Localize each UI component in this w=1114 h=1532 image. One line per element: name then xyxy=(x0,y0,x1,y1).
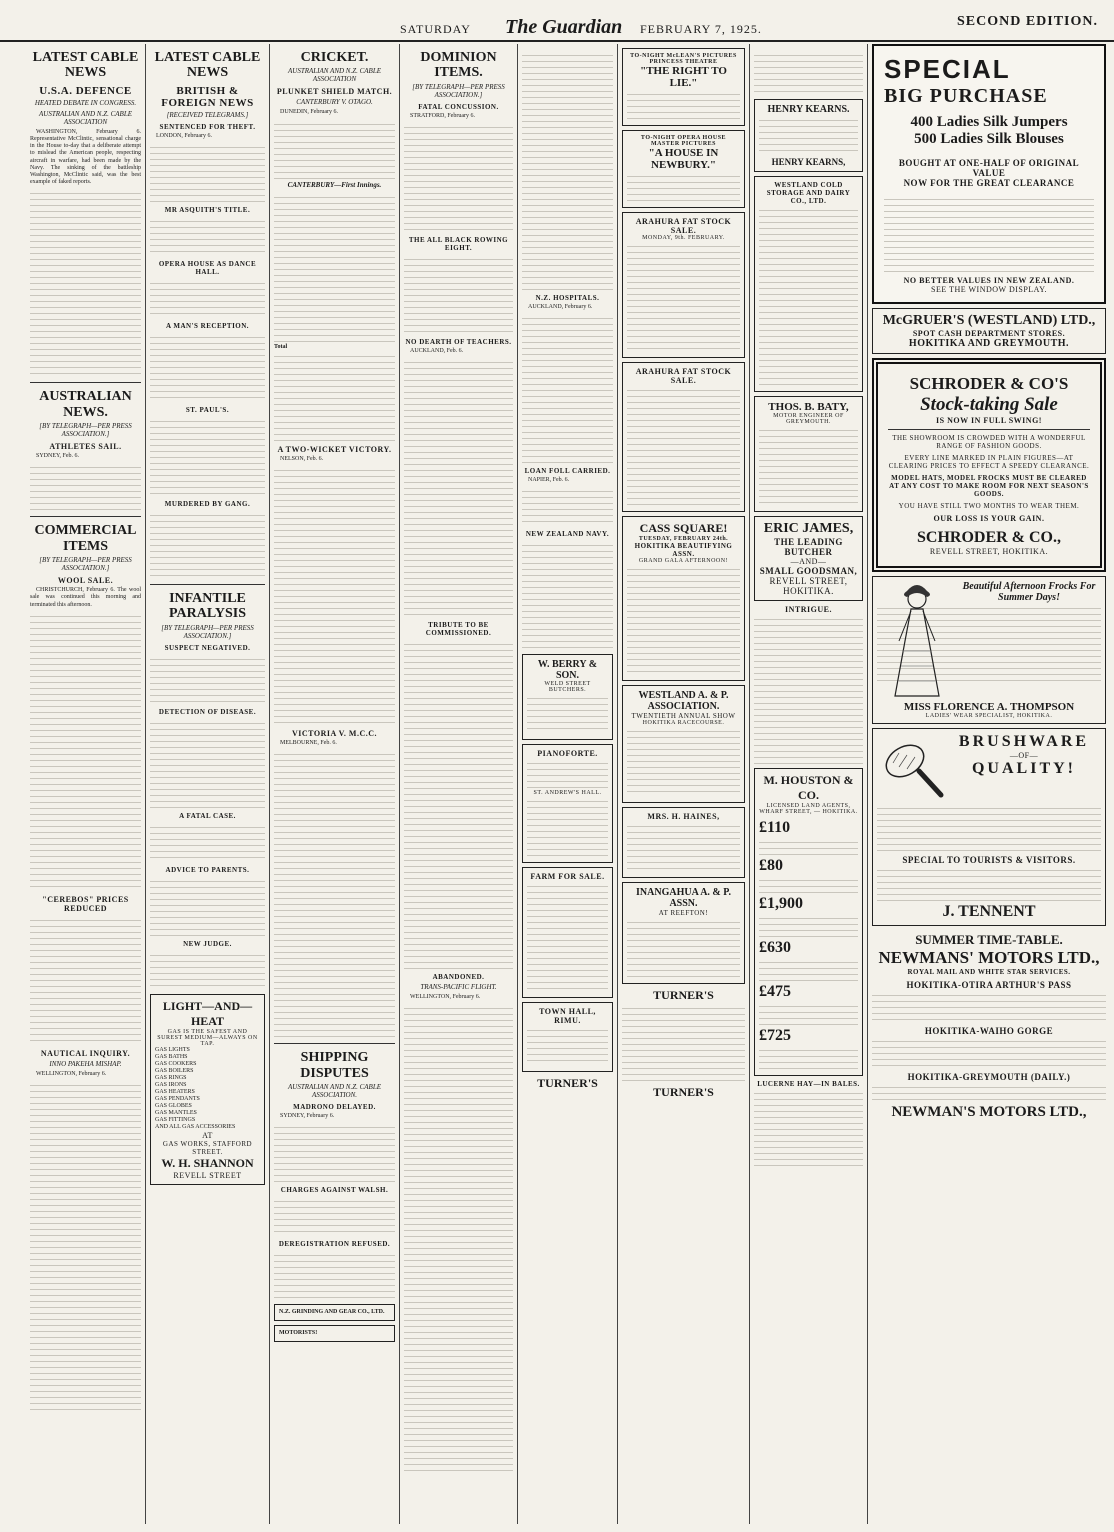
ad-inangahua xyxy=(622,882,745,984)
dateline: LONDON, February 6. xyxy=(156,132,212,139)
article-text-block xyxy=(150,216,265,256)
ad-town-hall xyxy=(522,1002,613,1072)
ad-special-title: SPECIAL xyxy=(884,54,1011,84)
column-7 xyxy=(750,44,868,1524)
subhead-debate: HEATED DEBATE IN CONGRESS. xyxy=(34,98,137,107)
subhead-asquith: MR ASQUITH'S TITLE. xyxy=(164,205,251,214)
timetable-route-waiho: HOKITIKA-WAIHO GORGE xyxy=(924,1026,1054,1036)
article-text-block xyxy=(522,313,613,463)
ad-florence-thompson xyxy=(872,576,1106,724)
ad-big-purchase: BIG PURCHASE xyxy=(884,85,1048,107)
ad-cass-square xyxy=(622,516,745,681)
assoc-line: AUSTRALIAN AND N.Z. CABLE ASSOCIATION xyxy=(38,109,133,126)
ad-item: GAS RINGS xyxy=(155,1074,187,1081)
subhead-murdered: MURDERED BY GANG. xyxy=(164,499,251,508)
article-text-block xyxy=(522,540,613,650)
subhead-nz-navy: NEW ZEALAND NAVY. xyxy=(525,530,610,539)
article-text-block xyxy=(274,1196,395,1236)
subhead-nz-hospitals: N.Z. HOSPITALS. xyxy=(535,294,600,302)
ad-title: Beautiful Afternoon Frocks For Summer Days! xyxy=(962,581,1096,603)
assoc-line: AUSTRALIAN AND N.Z. CABLE ASSOCIATION xyxy=(287,67,382,84)
headline-australian-news: AUSTRALIAN NEWS. xyxy=(39,389,132,420)
article-text-block xyxy=(150,332,265,402)
ad-subtitle: MOTOR ENGINEER OF GREYMOUTH. xyxy=(773,413,844,425)
article-text-block xyxy=(274,1122,395,1182)
article-text-block xyxy=(30,915,141,1045)
subhead-fatal-concussion: FATAL CONCUSSION. xyxy=(418,102,499,111)
ad-title: HENRY KEARNS. xyxy=(767,104,850,115)
dateline: SYDNEY, Feb. 6. xyxy=(36,453,80,460)
subhead-sentenced: SENTENCED FOR THEFT. xyxy=(159,122,256,131)
ad-subtitle: LICENSED LAND AGENTS, xyxy=(766,803,851,809)
article-text-block xyxy=(754,50,863,95)
ad-line-jumpers: 400 Ladies Silk Jumpers xyxy=(910,114,1068,130)
column-2 xyxy=(146,44,270,1524)
article-text-block xyxy=(404,122,513,232)
article-text-block xyxy=(274,1250,395,1300)
scorecard-block xyxy=(274,192,395,342)
ad-stocktaking: Stock-taking Sale xyxy=(920,394,1058,415)
headline-british-foreign: BRITISH & FOREIGN NEWS xyxy=(161,84,254,109)
subhead-inno: INNO PAKEHA MISHAP. xyxy=(49,1059,122,1068)
masthead-day: SATURDAY xyxy=(400,22,471,36)
ad-turners-1: TURNER'S xyxy=(653,988,714,1002)
ad-title: M. HOUSTON & CO. xyxy=(763,773,854,802)
column-4 xyxy=(400,44,518,1524)
ad-intrigue: INTRIGUE. xyxy=(785,605,832,614)
article-text-block xyxy=(522,50,613,290)
article-body: Representative McClintic, sensational charge in the House to-day that a deliberate attempt to mislead the American people, respecting aircraft in warfare, had been made by the Navy. The sinking of the battleship Washington, McClintic said, was the best example of faked reports. xyxy=(30,135,141,186)
ad-text-block xyxy=(527,1025,608,1065)
subhead-reception: A MAN'S RECEPTION. xyxy=(165,321,250,330)
subhead-deregistration: DEREGISTRATION REFUSED. xyxy=(278,1240,391,1249)
masthead xyxy=(0,0,1114,42)
article-text-block xyxy=(150,654,265,704)
ad-m-houston xyxy=(754,768,863,1076)
ad-every-line: EVERY LINE MARKED IN PLAIN FIGURES—AT CLEARING PRICES TO EFFECT A SPEEDY CLEARANCE. xyxy=(888,454,1090,470)
assoc-line: [BY TELEGRAPH—PER PRESS ASSOCIATION.] xyxy=(39,556,132,573)
masthead-date: FEBRUARY 7, 1925. xyxy=(640,22,762,36)
ad-film-title: "THE RIGHT TO LIE." xyxy=(640,65,727,89)
ad-street: REVELL STREET, HOKITIKA. xyxy=(769,576,848,596)
ad-title: SCHRODER & CO'S xyxy=(909,374,1069,393)
lady-figure-icon xyxy=(877,581,957,701)
ad-motorists: MOTORISTS! xyxy=(274,1325,395,1342)
ad-title: McGRUER'S (WESTLAND) LTD., xyxy=(882,313,1096,328)
ad-towns: HOKITIKA AND GREYMOUTH. xyxy=(908,338,1070,349)
ad-title: ARAHURA FAT STOCK SALE. xyxy=(635,217,732,235)
ad-mrs-haines xyxy=(622,807,745,878)
ad-film-title: "A HOUSE IN NEWBURY." xyxy=(648,147,719,171)
column-6 xyxy=(618,44,750,1524)
ad-subtitle: WELD STREET BUTCHERS. xyxy=(544,681,591,694)
ad-venue: AT REEFTON! xyxy=(658,909,709,917)
ad-price: £1,900 xyxy=(759,895,803,912)
dateline: WELLINGTON, February 6. xyxy=(36,1070,107,1077)
assoc-line: AUSTRALIAN AND N.Z. CABLE ASSOCIATION. xyxy=(287,1082,382,1099)
column-1 xyxy=(26,44,146,1524)
ad-title: BRUSHWARE xyxy=(958,733,1090,750)
timetable-company-2: NEWMAN'S MOTORS LTD., xyxy=(891,1104,1087,1120)
subhead-new-judge: NEW JUDGE. xyxy=(183,939,232,948)
article-text-block xyxy=(404,639,513,969)
ad-nz-grinding: N.Z. GRINDING AND GEAR CO., LTD. xyxy=(274,1304,395,1321)
subhead-wool-sale: WOOL SALE. xyxy=(57,576,114,586)
ad-text-block xyxy=(627,917,740,977)
ad-turners: TURNER'S xyxy=(537,1076,598,1091)
article-text-block xyxy=(274,351,395,441)
ad-bought: BOUGHT AT ONE-HALF OF ORIGINAL VALUE xyxy=(898,158,1080,178)
dateline: WELLINGTON, February 6. xyxy=(410,994,481,1001)
dateline: NAPIER, Feb. 6. xyxy=(528,477,570,484)
ad-text-block xyxy=(627,564,740,674)
ad-venue: HOKITIKA RACECOURSE. xyxy=(642,720,725,726)
ad-item: AND ALL GAS ACCESSORIES xyxy=(155,1123,236,1130)
dateline: SYDNEY, February 6. xyxy=(280,1112,335,1119)
ad-mcleans-pictures xyxy=(622,48,745,126)
ad-of: —OF— xyxy=(1009,751,1039,760)
ad-text-block xyxy=(627,241,740,351)
ad-opera-house xyxy=(622,130,745,208)
ad-title: THOS. B. BATY, xyxy=(768,401,849,413)
ad-eric-james xyxy=(754,516,863,601)
ad-price: £630 xyxy=(759,939,791,956)
ad-title: ARAHURA FAT STOCK SALE. xyxy=(635,367,732,385)
masthead-paper-title: The Guardian xyxy=(505,16,623,38)
ad-text-block xyxy=(754,614,863,764)
ad-title: W. BERRY & SON. xyxy=(537,659,598,682)
subhead-nautical: NAUTICAL INQUIRY. xyxy=(40,1048,131,1058)
article-text-block xyxy=(150,510,265,580)
subhead-athletes: ATHLETES SAIL. xyxy=(49,442,122,452)
article-body: The wool sale was continued this morning and terminated this afternoon. xyxy=(30,587,141,608)
subhead-madrono: MADRONO DELAYED. xyxy=(293,1102,376,1111)
dateline: STRATFORD, February 6. xyxy=(410,112,476,119)
ad-gas-works: GAS WORKS, STAFFORD STREET. xyxy=(162,1139,253,1156)
ad-turners-2: TURNER'S xyxy=(653,1085,714,1099)
ad-item: GAS BATHS xyxy=(155,1053,188,1060)
ad-title: LIGHT—AND—HEAT xyxy=(162,998,253,1028)
article-text-block xyxy=(150,950,265,990)
subhead-victoria-mcc: VICTORIA V. M.C.C. xyxy=(291,729,377,738)
ad-subtitle-2: SMALL GOODSMAN, xyxy=(759,566,858,576)
ad-show: TWENTIETH ANNUAL SHOW xyxy=(631,712,736,720)
dateline: AUCKLAND, Feb. 6. xyxy=(410,347,464,354)
ad-gas-light-heat xyxy=(150,994,265,1185)
ad-model: MODEL HATS, MODEL FROCKS MUST BE CLEARED AT ANY COST TO MAKE ROOM FOR NEXT SEASON'S GOODS. xyxy=(889,474,1089,498)
ad-association: HOKITIKA BEAUTIFYING ASSN. xyxy=(634,542,733,558)
assoc-line: [BY TELEGRAPH—PER PRESS ASSOCIATION.] xyxy=(412,82,505,99)
subhead-opera-house: OPERA HOUSE AS DANCE HALL. xyxy=(158,259,257,276)
masthead-edition: SECOND EDITION. xyxy=(956,14,1098,29)
timetable-services: ROYAL MAIL AND WHITE STAR SERVICES. xyxy=(907,968,1071,976)
ad-subtitle: GAS IS THE SAFEST AND SUREST MEDIUM—ALWAYS ON TAP. xyxy=(157,1028,258,1047)
ad-thos-baty xyxy=(754,396,863,512)
column-3 xyxy=(270,44,400,1524)
ad-text-block xyxy=(627,726,740,796)
article-text-block xyxy=(404,254,513,334)
hairbrush-icon xyxy=(877,733,947,803)
ad-westland-ap xyxy=(622,685,745,803)
scorecard-total: Total xyxy=(274,343,288,350)
subhead-tribute: TRIBUTE TO BE COMMISSIONED. xyxy=(425,621,492,638)
ad-advertiser-name: W. H. SHANNON xyxy=(161,1155,254,1170)
ad-date: MONDAY, 9th. FEBRUARY. xyxy=(642,235,725,241)
article-text-block xyxy=(30,1080,141,1410)
ad-price: £110 xyxy=(759,819,791,836)
ad-arahura-sale xyxy=(622,212,745,358)
timetable-route-otira: HOKITIKA-OTIRA ARTHUR'S PASS xyxy=(906,980,1072,990)
ad-text-block xyxy=(527,796,608,856)
ad-event: GRAND GALA AFTERNOON! xyxy=(638,558,729,564)
ad-text-block xyxy=(759,957,858,981)
ad-item: GAS MANTLES xyxy=(155,1109,197,1116)
ad-farm-for-sale xyxy=(522,867,613,998)
ad-text-block xyxy=(527,758,608,788)
timetable-title: SUMMER TIME-TABLE. xyxy=(915,932,1063,947)
ad-w-berry xyxy=(522,654,613,740)
ad-text-block xyxy=(884,194,1094,274)
subhead-fatal-case: A FATAL CASE. xyxy=(179,811,236,820)
dateline: WASHINGTON, February 6. xyxy=(36,128,141,135)
ad-text-block xyxy=(877,803,1101,853)
ad-loss: OUR LOSS IS YOUR GAIN. xyxy=(933,514,1045,523)
ad-text-block xyxy=(527,693,608,733)
assoc-line: [BY TELEGRAPH—PER PRESS ASSOCIATION.] xyxy=(161,623,254,640)
ad-text-block xyxy=(527,881,608,991)
ad-title-2: HENRY KEARNS, xyxy=(771,157,846,167)
ad-text-block xyxy=(759,1045,858,1069)
ad-text-block xyxy=(627,171,740,201)
subhead-st-pauls: ST. PAUL'S. xyxy=(185,405,230,414)
ad-venue: ST. ANDREW'S HALL. xyxy=(533,790,602,797)
ad-title: ERIC JAMES, xyxy=(763,521,854,536)
ad-text-block xyxy=(627,89,740,119)
ad-title: TO-NIGHT McLEAN'S PICTURES PRINCESS THEATRE xyxy=(630,53,737,65)
assoc-line: [BY TELEGRAPH—PER PRESS ASSOCIATION.] xyxy=(39,422,132,439)
ad-schroder-name: SCHRODER & CO., xyxy=(916,529,1061,546)
ad-tourists: SPECIAL TO TOURISTS & VISITORS. xyxy=(902,855,1076,865)
ad-title: MRS. H. HAINES, xyxy=(647,812,720,821)
article-text-block xyxy=(404,1003,513,1473)
ad-item: GAS HEATERS xyxy=(155,1088,195,1095)
dateline: NELSON, Feb. 6. xyxy=(280,455,324,462)
ad-months: YOU HAVE STILL TWO MONTHS TO WEAR THEM. xyxy=(898,502,1080,510)
timetable-text-block xyxy=(872,1082,1106,1102)
ad-item: GAS GLOBES xyxy=(155,1102,192,1109)
ad-line-blouses: 500 Ladies Silk Blouses xyxy=(914,131,1064,147)
ad-westland-cold-storage xyxy=(754,176,863,392)
ad-title: INANGAHUA A. & P. ASSN. xyxy=(636,887,731,909)
ad-street: WHARF STREET, — HOKITIKA. xyxy=(759,809,858,815)
ad-item-list xyxy=(155,1047,260,1131)
subhead-two-wicket: A TWO-WICKET VICTORY. xyxy=(277,444,392,454)
timetable-text-block xyxy=(872,1036,1106,1070)
subhead-match: CANTERBURY V. OTAGO. xyxy=(296,98,373,107)
subhead-plunket: PLUNKET SHIELD MATCH. xyxy=(276,87,393,97)
ad-text-block xyxy=(759,1001,858,1025)
ad-item: GAS IRONS xyxy=(155,1081,187,1088)
article-text-block xyxy=(30,611,141,891)
column-5 xyxy=(518,44,618,1524)
article-text-block xyxy=(150,822,265,862)
ad-arahura-sale-2 xyxy=(622,362,745,512)
subhead-teachers: NO DEARTH OF TEACHERS. xyxy=(405,337,512,346)
ad-text-block xyxy=(627,821,740,871)
ad-text-block xyxy=(759,425,858,505)
headline-latest-cable: LATEST CABLE NEWS xyxy=(32,50,139,81)
ad-lucerne: LUCERNE HAY—IN BALES. xyxy=(757,1080,860,1088)
dateline: DUNEDIN, February 6. xyxy=(280,109,338,116)
ad-henry-kearns xyxy=(754,99,863,172)
ad-subtitle: SPOT CASH DEPARTMENT STORES. xyxy=(912,329,1066,338)
ad-price: £475 xyxy=(759,983,791,1000)
ad-title: WESTLAND A. & P. ASSOCIATION. xyxy=(638,690,729,712)
subhead-charges: CHARGES AGAINST WALSH. xyxy=(280,1186,389,1195)
subhead-suspect: SUSPECT NEGATIVED. xyxy=(164,643,251,652)
subhead-innings: CANTERBURY—First Innings. xyxy=(287,180,382,189)
article-usa-defence xyxy=(30,129,141,379)
ad-swing: IS NOW IN FULL SWING! xyxy=(936,416,1042,425)
article-text-block xyxy=(522,486,613,526)
ad-subtitle: THE LEADING BUTCHER xyxy=(774,537,843,557)
ad-quality: QUALITY! xyxy=(971,760,1076,777)
timetable-text-block xyxy=(872,990,1106,1024)
assoc-line: [RECEIVED TELEGRAMS.] xyxy=(166,110,249,119)
brush-illustration-icon xyxy=(877,733,947,803)
ad-text-block xyxy=(877,865,1101,901)
subhead-loan: LOAN FOLL CARRIED. xyxy=(524,467,611,476)
ad-brushware xyxy=(872,728,1106,926)
ad-title: FARM FOR SALE. xyxy=(530,872,605,882)
ad-item: GAS FITTINGS xyxy=(155,1116,196,1123)
article-text-block xyxy=(404,357,513,617)
headline-cricket: CRICKET. xyxy=(300,50,369,65)
ad-text-block xyxy=(754,1088,863,1168)
timetable-company: NEWMANS' MOTORS LTD., xyxy=(878,948,1100,967)
dateline: CHRISTCHURCH, February 6. xyxy=(36,587,115,594)
ad-window: SEE THE WINDOW DISPLAY. xyxy=(931,285,1047,294)
ad-subtitle: LADIES' WEAR SPECIALIST, HOKITIKA. xyxy=(925,713,1053,719)
ad-and: —AND— xyxy=(790,557,827,566)
illustration-lady-icon xyxy=(877,581,957,701)
timetable-route-greymouth: HOKITIKA-GREYMOUTH (DAILY.) xyxy=(907,1072,1071,1082)
ad-special-purchase xyxy=(872,44,1106,304)
ad-pianoforte xyxy=(522,744,613,863)
ad-text-block xyxy=(759,913,858,937)
article-text-block xyxy=(150,416,265,496)
ad-tennent: J. TENNENT xyxy=(942,903,1036,920)
ad-date: TUESDAY, FEBRUARY 24th. xyxy=(638,536,729,542)
ad-item: GAS COOKERS xyxy=(155,1060,197,1067)
ad-item: GAS BOILERS xyxy=(155,1067,194,1074)
headline-shipping-disputes: SHIPPING DISPUTES xyxy=(300,1050,369,1081)
ad-street: REVELL STREET, HOKITIKA. xyxy=(929,547,1049,556)
headline-infantile-paralysis: INFANTILE PARALYSIS xyxy=(168,590,247,622)
dateline: AUCKLAND, February 6. xyxy=(528,304,593,310)
subhead-cerebos: "CEREBOS" PRICES REDUCED xyxy=(42,894,129,913)
headline-dominion-items: DOMINION ITEMS. xyxy=(420,50,497,81)
ad-text-block xyxy=(759,205,858,385)
subhead-abandoned: ABANDONED. xyxy=(432,973,485,982)
article-text-block xyxy=(274,119,395,179)
article-text-block xyxy=(274,749,395,1039)
headline-latest-cable-2: LATEST CABLE NEWS xyxy=(154,50,261,81)
ad-name: MISS FLORENCE A. THOMPSON xyxy=(903,701,1075,713)
ad-text-block xyxy=(627,385,740,505)
column-8 xyxy=(868,44,1110,1524)
ad-schroder-stocktaking xyxy=(872,358,1106,572)
subhead-trans-pacific: TRANS-PACIFIC FLIGHT. xyxy=(420,983,497,992)
ad-better: NO BETTER VALUES IN NEW ZEALAND. xyxy=(903,276,1075,285)
ad-price: £725 xyxy=(759,1027,791,1044)
ad-advertiser-street: REVELL STREET xyxy=(173,1170,242,1180)
article-text-block xyxy=(30,462,141,512)
headline-commercial-items: COMMERCIAL ITEMS xyxy=(34,523,137,554)
ad-title: CASS SQUARE! xyxy=(639,521,728,535)
ad-price: £80 xyxy=(759,857,783,874)
ad-showroom: THE SHOWROOM IS CROWDED WITH A WONDERFUL RANGE OF FASHION GOODS. xyxy=(892,434,1086,450)
headline-usa-defence: U.S.A. DEFENCE xyxy=(39,84,132,97)
ad-item: GAS LIGHTS xyxy=(155,1046,190,1053)
ad-text-block xyxy=(759,115,858,155)
subhead-rowing-eight: THE ALL BLACK ROWING EIGHT. xyxy=(408,235,509,252)
article-text-block xyxy=(150,142,265,202)
article-text-block xyxy=(150,278,265,318)
ad-clearance: NOW FOR THE GREAT CLEARANCE xyxy=(903,178,1075,188)
article-text-block xyxy=(274,465,395,725)
article-text-block xyxy=(30,188,141,378)
ad-title: TO-NIGHT OPERA HOUSE MASTER PICTURES xyxy=(640,135,727,147)
subhead-detection: DETECTION OF DISEASE. xyxy=(158,707,257,716)
ad-at: AT xyxy=(202,1130,213,1140)
ad-text-block xyxy=(759,875,858,893)
ad-text-block xyxy=(622,1003,745,1083)
subhead-advice: ADVICE TO PARENTS. xyxy=(165,865,250,874)
dateline: MELBOURNE, Feb. 6. xyxy=(280,740,337,746)
article-text-block xyxy=(150,718,265,808)
ad-title: TOWN HALL, RIMU. xyxy=(539,1007,596,1026)
ad-title: PIANOFORTE. xyxy=(537,749,598,759)
ad-item: GAS PENDANTS xyxy=(155,1095,200,1102)
article-text-block xyxy=(150,876,265,936)
ad-text-block xyxy=(759,837,858,855)
ad-title: WESTLAND COLD STORAGE AND DAIRY CO., LTD. xyxy=(766,181,851,205)
ad-mcgruers xyxy=(872,308,1106,354)
